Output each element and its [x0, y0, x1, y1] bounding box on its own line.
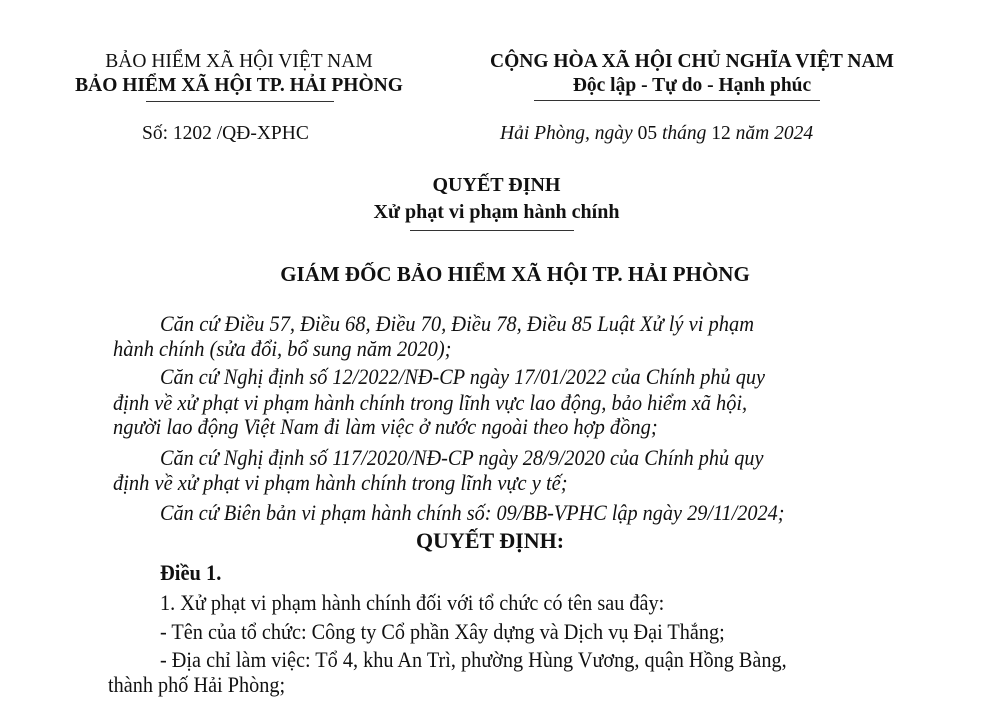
document-number — [142, 122, 309, 146]
organization-name: - Tên của tổ chức: Công ty Cổ phần Xây dựng và Dịch vụ Đại Thắng; — [160, 619, 725, 644]
motto-underline — [534, 100, 820, 101]
issuing-authority: GIÁM ĐỐC BẢO HIỂM XÃ HỘI TP. HẢI PHÒNG — [280, 262, 750, 286]
legal-basis-1-line-1: Căn cứ Điều 57, Điều 68, Điều 70, Điều 78, Điều 85 Luật Xử lý vi phạm — [160, 311, 754, 336]
number-value: 1202 — [172, 123, 212, 144]
date-day: 05 — [637, 123, 658, 144]
agency-parent: BẢO HIỂM XÃ HỘI VIỆT NAM — [105, 51, 373, 72]
legal-basis-2-line-3: người lao động Việt Nam đi làm việc ở nước ngoài theo hợp đồng; — [113, 414, 658, 439]
month-label: tháng — [661, 123, 707, 144]
number-label: Số: — [142, 123, 169, 144]
country-name: CỘNG HÒA XÃ HỘI CHỦ NGHĨA VIỆT NAM — [490, 51, 894, 72]
organization-address-line-2: thành phố Hải Phòng; — [108, 672, 286, 697]
decision-heading: QUYẾT ĐỊNH: — [415, 528, 565, 553]
article-1-item-1: 1. Xử phạt vi phạm hành chính đối với tổ chức có tên sau đây: — [160, 590, 665, 615]
document-title: QUYẾT ĐỊNH — [432, 174, 561, 196]
national-motto: Độc lập - Tự do - Hạnh phúc — [572, 75, 812, 96]
legal-basis-3-line-1: Căn cứ Nghị định số 117/2020/NĐ-CP ngày 28/9/2020 của Chính phủ quy — [160, 445, 764, 470]
agency-name: BẢO HIỂM XÃ HỘI TP. HẢI PHÒNG — [75, 75, 403, 96]
legal-basis-4-line-1: Căn cứ Biên bản vi phạm hành chính số: 09/BB-VPHC lập ngày 29/11/2024; — [160, 500, 785, 525]
place-date — [500, 122, 813, 146]
place-date-prefix: Hải Phòng, ngày — [500, 123, 633, 144]
legal-basis-3-line-2: định về xử phạt vi phạm hành chính trong lĩnh vực y tế; — [113, 470, 568, 495]
article-1-label: Điều 1. — [160, 560, 222, 585]
organization-address-line-1: - Địa chỉ làm việc: Tổ 4, khu An Trì, phường Hùng Vương, quận Hồng Bàng, — [160, 647, 787, 672]
date-month: 12 — [711, 123, 731, 144]
legal-basis-1-line-2: hành chính (sửa đổi, bổ sung năm 2020); — [113, 336, 452, 361]
document-subtitle: Xử phạt vi phạm hành chính — [373, 201, 620, 223]
year-label: năm 2024 — [735, 123, 814, 144]
legal-basis-2-line-1: Căn cứ Nghị định số 12/2022/NĐ-CP ngày 17/01/2022 của Chính phủ quy — [160, 364, 765, 389]
number-suffix: /QĐ-XPHC — [216, 123, 309, 144]
legal-basis-2-line-2: định về xử phạt vi phạm hành chính trong lĩnh vực lao động, bảo hiểm xã hội, — [113, 390, 748, 415]
agency-underline — [146, 101, 334, 102]
subtitle-underline — [410, 230, 574, 231]
